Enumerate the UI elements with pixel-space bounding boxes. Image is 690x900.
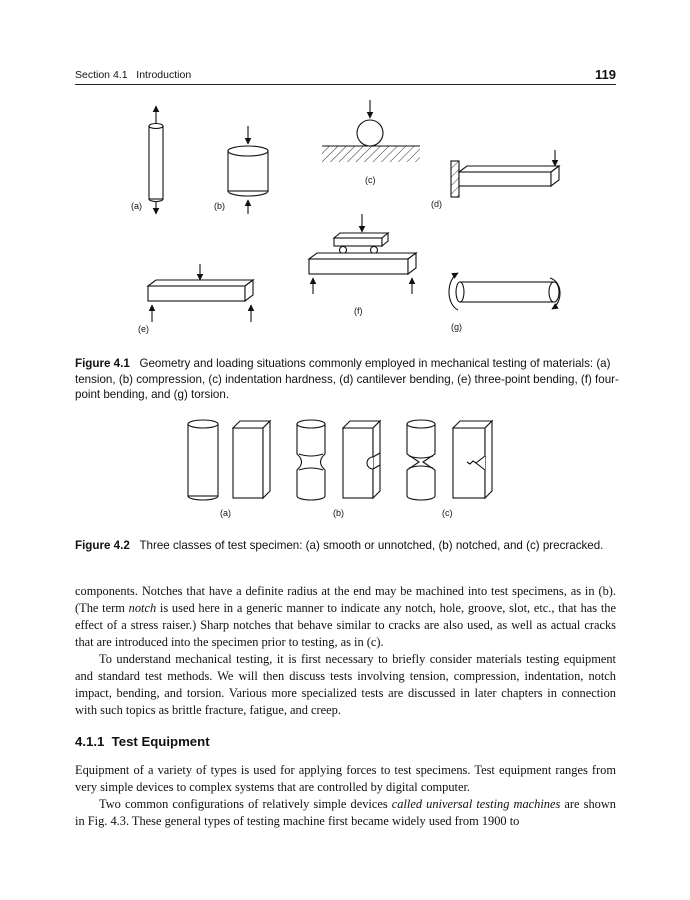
figure-4-1-caption-text: Geometry and loading situations commonly employed in mechanical testing of materials: (a) tension, (b) compression, (c) indentation hardness, (d) cantilever bending, (e) three-point bending, (f) four-point bending, and (g) torsion.	[75, 357, 619, 401]
torsion-test	[449, 273, 560, 310]
figure-4-2-label: Figure 4.2	[75, 539, 130, 552]
figure-4-2	[0, 410, 690, 540]
fig1-label-a: (a)	[131, 201, 142, 211]
figure-4-1	[0, 0, 690, 345]
paragraph-1	[75, 583, 616, 651]
paragraph-1-b: is used here in a generic manner to indicate any notch, hole, groove, slot, etc., that has the effect of a stress raiser.) Sharp notches that behave similar to cracks are also used, as well as actual cracks that are introduced into the specimen prior to testing, as in (c).	[75, 601, 617, 649]
fig1-label-b: (b)	[214, 201, 225, 211]
figure-4-1-label: Figure 4.1	[75, 357, 130, 370]
cantilever-bending	[451, 150, 559, 197]
compression-specimen	[228, 126, 268, 214]
paragraph-1-em: notch	[128, 601, 157, 615]
body-text-block-2	[75, 762, 616, 830]
body-text-block-1	[75, 583, 616, 719]
fig2-label-c: (c)	[442, 508, 453, 518]
fig1-label-g: (g)	[451, 322, 462, 332]
fig1-label-f: (f)	[354, 306, 363, 316]
paragraph-4-em: called universal testing machines	[391, 797, 561, 811]
notched-cylinder-specimen	[297, 420, 325, 500]
fig1-label-e: (e)	[138, 324, 149, 334]
three-point-bending	[148, 264, 253, 322]
fig2-label-a: (a)	[220, 508, 231, 518]
figure-4-2-caption-text: Three classes of test specimen: (a) smooth or unnotched, (b) notched, and (c) precracked.	[139, 539, 604, 552]
paragraph-1-a: components. Notches that have a definite radius at the end may be machined into test specimens, as in (b). (The term	[75, 584, 616, 615]
fig1-label-c: (c)	[365, 175, 376, 185]
section-heading: 4.1.1 Test Equipment	[75, 734, 210, 749]
paragraph-2: To understand mechanical testing, it is first necessary to briefly consider materials testing equipment and standard test methods. We will then discuss tests involving tension, compression, indentation, notch impact, bending, and torsion. Various more specialized tests are discussed in later chapters in connection with such topics as brittle fracture, fatigue, and creep.	[75, 652, 616, 717]
notched-prism-specimen	[343, 421, 380, 498]
page-number: 119	[595, 67, 616, 82]
indentation-test	[322, 100, 420, 162]
section-title: Section 4.1 Introduction	[75, 69, 192, 81]
precracked-cylinder-specimen	[407, 420, 435, 500]
paragraph-4-a: Two common configurations of relatively simple devices	[99, 797, 392, 811]
paragraph-4	[75, 796, 616, 830]
smooth-cylinder-specimen	[188, 420, 218, 500]
precracked-prism-specimen	[453, 421, 492, 498]
fig1-label-d: (d)	[431, 199, 442, 209]
smooth-prism-specimen	[233, 421, 270, 498]
four-point-bending	[309, 214, 416, 294]
fig2-label-b: (b)	[333, 508, 344, 518]
paragraph-4-b: are shown in Fig. 4.3. These general types of testing machine first became widely used from 1900 to	[75, 797, 616, 828]
tension-specimen	[149, 106, 163, 214]
paragraph-3: Equipment of a variety of types is used for applying forces to test specimens. Test equipment ranges from very simple devices to complex systems that are controlled by digital computer.	[75, 763, 616, 794]
figure-4-1-caption	[75, 356, 620, 403]
figure-4-2-caption	[75, 538, 620, 554]
